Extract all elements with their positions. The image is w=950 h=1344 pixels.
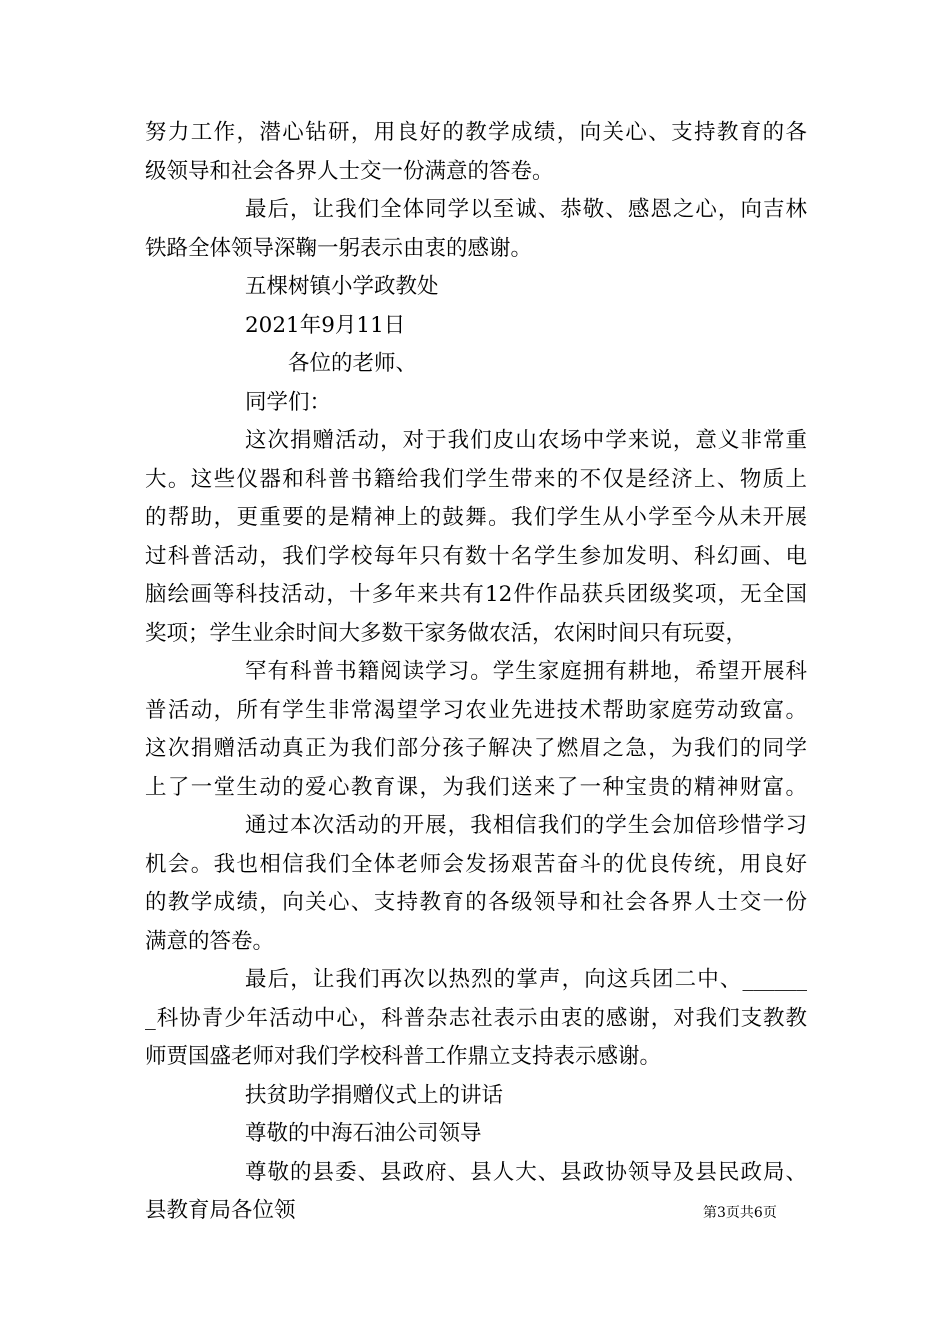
text-line: 机会。我也相信我们全体老师会发扬艰苦奋斗的优良传统，用良好 [145, 851, 807, 877]
text-line: 级领导和社会各界人士交一份满意的答卷。 [145, 158, 554, 184]
signature-organization: 五棵树镇小学政教处 [245, 274, 439, 299]
signature-date: 2021年9月11日 [245, 312, 406, 338]
paragraph-start-line: 这次捐赠活动，对于我们皮山农场中学来说，意义非常重 [245, 428, 807, 453]
paragraph-start-line: 罕有科普书籍阅读学习。学生家庭拥有耕地，希望开展科 [245, 659, 807, 684]
document-body [145, 114, 807, 1231]
text-line: 奖项；学生业余时间大多数干家务做农活，农闲时间只有玩耍， [145, 620, 748, 646]
text-line: 铁路全体领导深鞠一躬表示由衷的感谢。 [145, 235, 533, 261]
page-indicator: 第3页共6页 [703, 1205, 777, 1221]
text-line: 的帮助，更重要的是精神上的鼓舞。我们学生从小学至今从未开展 [145, 505, 807, 530]
speech-title: 扶贫助学捐赠仪式上的讲话 [245, 1082, 504, 1108]
text-line: 大。这些仪器和科普书籍给我们学生带来的不仅是经济上、物质上 [145, 466, 807, 492]
text-line: 满意的答卷。 [145, 928, 275, 954]
salutation-line: 尊敬的中海石油公司领导 [245, 1121, 482, 1146]
text-line: 脑绘画等科技活动，十多年来共有12件作品获兵团级奖项，无全国 [145, 582, 807, 607]
text-line: 这次捐赠活动真正为我们部分孩子解决了燃眉之急，为我们的同学 [145, 736, 807, 761]
text-line: _科协青少年活动中心，科普杂志社表示由衷的感谢，对我们支教教 [145, 1005, 807, 1031]
paragraph-start-line: 通过本次活动的开展，我相信我们的学生会加倍珍惜学习 [245, 813, 807, 838]
salutation-line: 各位的老师、 [288, 351, 418, 376]
text-line: 努力工作，潜心钻研，用良好的教学成绩，向关心、支持教育的各 [145, 120, 807, 145]
text-line: 的教学成绩，向关心、支持教育的各级领导和社会各界人士交一份 [145, 890, 807, 915]
paragraph-start-line: 最后，让我们全体同学以至诚、恭敬、感恩之心，向吉林 [245, 197, 807, 222]
text-line: 过科普活动，我们学校每年只有数十名学生参加发明、科幻画、电 [145, 543, 807, 569]
text-line: 普活动，所有学生非常渴望学习农业先进技术帮助家庭劳动致富。 [145, 697, 807, 723]
text-line: 上了一堂生动的爱心教育课，为我们送来了一种宝贵的精神财富。 [145, 774, 807, 800]
text-line: 师贾国盛老师对我们学校科普工作鼎立支持表示感谢。 [145, 1044, 662, 1069]
paragraph-start-line: 最后，让我们再次以热烈的掌声，向这兵团二中、______ [245, 967, 807, 992]
text-line: 县教育局各位领 [145, 1198, 296, 1223]
salutation-line: 尊敬的县委、县政府、县人大、县政协领导及县民政局、 [245, 1159, 807, 1185]
salutation-line: 同学们： [245, 389, 332, 415]
